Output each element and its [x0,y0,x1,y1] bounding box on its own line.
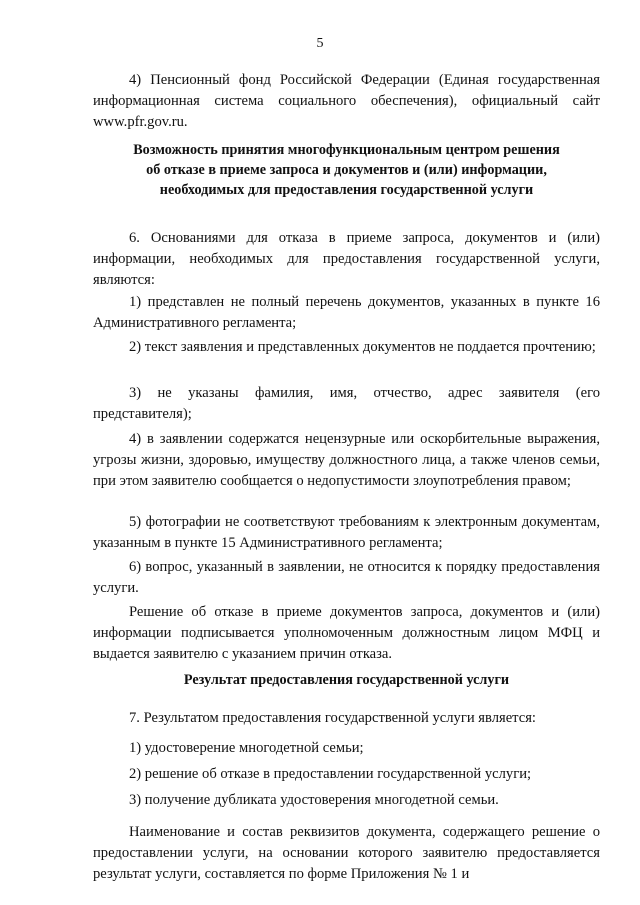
reason-4: 4) в заявлении содержатся нецензурные или оскорбительные выражения, угрозы жизни, здоровью, имуществу должностного лица, а также членов семьи, при этом заявителю сообщается о недопустимости злоупотребления правом; [93,431,600,489]
reason-3: 3) не указаны фамилия, имя, отчество, адрес заявителя (его представителя); [93,385,600,422]
reason-5: 5) фотографии не соответствуют требованиям к электронным документам, указанным в пункте 15 Административного регламента; [93,514,600,551]
page-number: 5 [316,36,324,51]
result-1: 1) удостоверение многодетной семьи; [129,740,364,756]
paragraph-item-6: 6. Основаниями для отказа в приеме запроса, документов и (или) информации, необходимых для предоставления государственной услуги, являются: [93,230,600,288]
reason-6: 6) вопрос, указанный в заявлении, не относится к порядку предоставления услуги. [93,559,600,596]
refusal-decision-paragraph: Решение об отказе в приеме документов запроса, документов и (или) информации подписывается уполномоченным должностным лицом МФЦ и выдается заявителю с указанием причин отказа. [93,604,600,662]
paragraph-item-4: 4) Пенсионный фонд Российской Федерации (Единая государственная информационная система социального обеспечения), официальный сайт www.pfr.gov.ru. [93,72,600,130]
final-paragraph: Наименование и состав реквизитов документа, содержащего решение о предоставлении услуги, на основании которого заявителю предоставляется результат услуги, составляется по форме Приложения № 1 и [93,824,600,882]
result-2: 2) решение об отказе в предоставлении государственной услуги; [129,766,532,782]
result-3: 3) получение дубликата удостоверения многодетной семьи. [129,792,499,808]
paragraph-item-7: 7. Результатом предоставления государственной услуги является: [129,710,536,726]
reason-1: 1) представлен не полный перечень документов, указанных в пункте 16 Административного регламента; [93,294,600,331]
reason-2: 2) текст заявления и представленных документов не поддается прочтению; [129,339,596,355]
section-heading-result: Результат предоставления государственной услуги [183,672,510,688]
section-heading-refusal: Возможность принятия многофункциональным центром решения об отказе в приеме запроса и документов и (или) информации, необходимых для предоставления государственной услуги [133,142,560,198]
